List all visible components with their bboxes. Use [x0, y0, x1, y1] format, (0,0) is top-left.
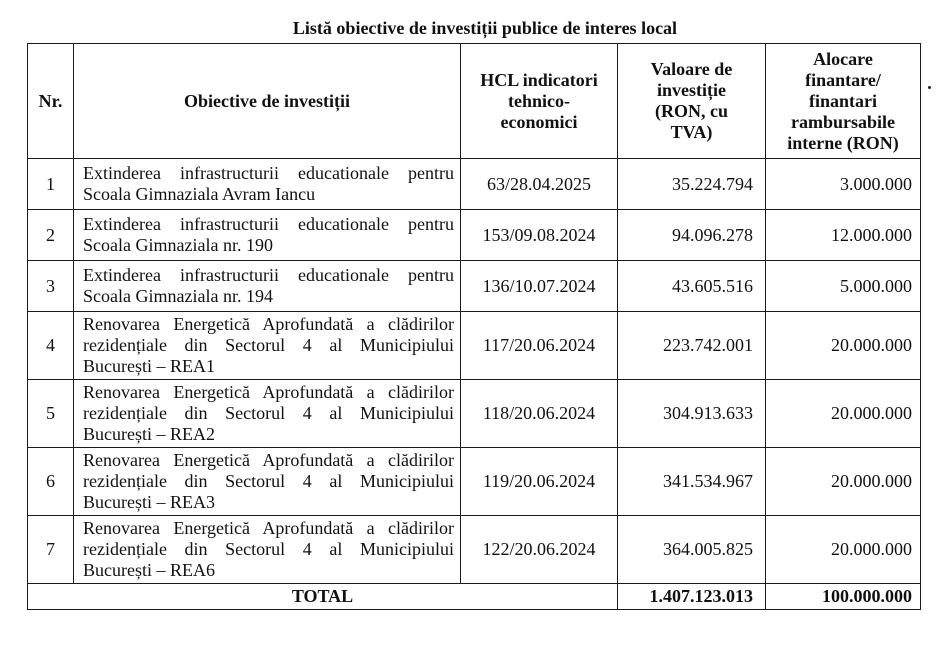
header-nr: Nr.	[28, 44, 74, 159]
row-allocation: 12.000.000	[766, 210, 921, 261]
row-objective: Extinderea infrastructurii educationale pentru Scoala Gimnaziala Avram Iancu	[74, 159, 461, 210]
row-value: 304.913.633	[618, 380, 766, 448]
row-value: 94.096.278	[618, 210, 766, 261]
row-allocation: 20.000.000	[766, 380, 921, 448]
row-allocation: 20.000.000	[766, 448, 921, 516]
row-objective: Renovarea Energetică Aprofundată a clădirilor rezidențiale din Sectorul 4 al Municipiului București – REA6	[74, 516, 461, 584]
row-value: 364.005.825	[618, 516, 766, 584]
row-hcl: 119/20.06.2024	[461, 448, 618, 516]
row-allocation: 20.000.000	[766, 312, 921, 380]
row-nr: 1	[28, 159, 74, 210]
header-value	[618, 44, 766, 159]
row-objective: Extinderea infrastructurii educationale pentru Scoala Gimnaziala nr. 190	[74, 210, 461, 261]
header-hcl	[461, 44, 618, 159]
header-objective: Obiective de investiții	[74, 44, 461, 159]
row-nr: 7	[28, 516, 74, 584]
row-hcl: 153/09.08.2024	[461, 210, 618, 261]
table-row	[28, 380, 921, 448]
row-objective: Renovarea Energetică Aprofundată a clădirilor rezidențiale din Sectorul 4 al Municipiului București – REA2	[74, 380, 461, 448]
table-header-row	[28, 44, 921, 159]
table-row	[28, 210, 921, 261]
row-hcl: 122/20.06.2024	[461, 516, 618, 584]
table-row	[28, 159, 921, 210]
row-value: 43.605.516	[618, 261, 766, 312]
row-objective: Renovarea Energetică Aprofundată a clădirilor rezidențiale din Sectorul 4 al Municipiului București – REA3	[74, 448, 461, 516]
table-row	[28, 312, 921, 380]
header-hcl-text: HCL indicatori tehnico-economici	[480, 69, 598, 132]
investment-table	[27, 43, 921, 610]
total-value: 1.407.123.013	[618, 584, 766, 610]
margin-dot	[928, 86, 931, 89]
row-hcl: 63/28.04.2025	[461, 159, 618, 210]
header-allocation-text: Alocare finantare/ finantari rambursabile interne (RON)	[787, 48, 899, 153]
row-value: 223.742.001	[618, 312, 766, 380]
row-nr: 4	[28, 312, 74, 380]
row-hcl: 136/10.07.2024	[461, 261, 618, 312]
total-row	[28, 584, 921, 610]
total-allocation: 100.000.000	[766, 584, 921, 610]
row-nr: 6	[28, 448, 74, 516]
table-row	[28, 448, 921, 516]
row-nr: 3	[28, 261, 74, 312]
table-row	[28, 261, 921, 312]
table-row	[28, 516, 921, 584]
document-title: Listă obiective de investiții publice de interes local	[292, 18, 678, 38]
row-allocation: 3.000.000	[766, 159, 921, 210]
row-allocation: 5.000.000	[766, 261, 921, 312]
header-value-text: Valoare de investiție (RON, cu TVA)	[650, 59, 733, 142]
total-label: TOTAL	[28, 584, 618, 610]
row-objective: Renovarea Energetică Aprofundată a clădirilor rezidențiale din Sectorul 4 al Municipiului București – REA1	[74, 312, 461, 380]
row-hcl: 117/20.06.2024	[461, 312, 618, 380]
header-allocation	[766, 44, 921, 159]
row-allocation: 20.000.000	[766, 516, 921, 584]
row-nr: 5	[28, 380, 74, 448]
row-objective: Extinderea infrastructurii educationale pentru Scoala Gimnaziala nr. 194	[74, 261, 461, 312]
row-value: 35.224.794	[618, 159, 766, 210]
row-nr: 2	[28, 210, 74, 261]
row-hcl: 118/20.06.2024	[461, 380, 618, 448]
row-value: 341.534.967	[618, 448, 766, 516]
